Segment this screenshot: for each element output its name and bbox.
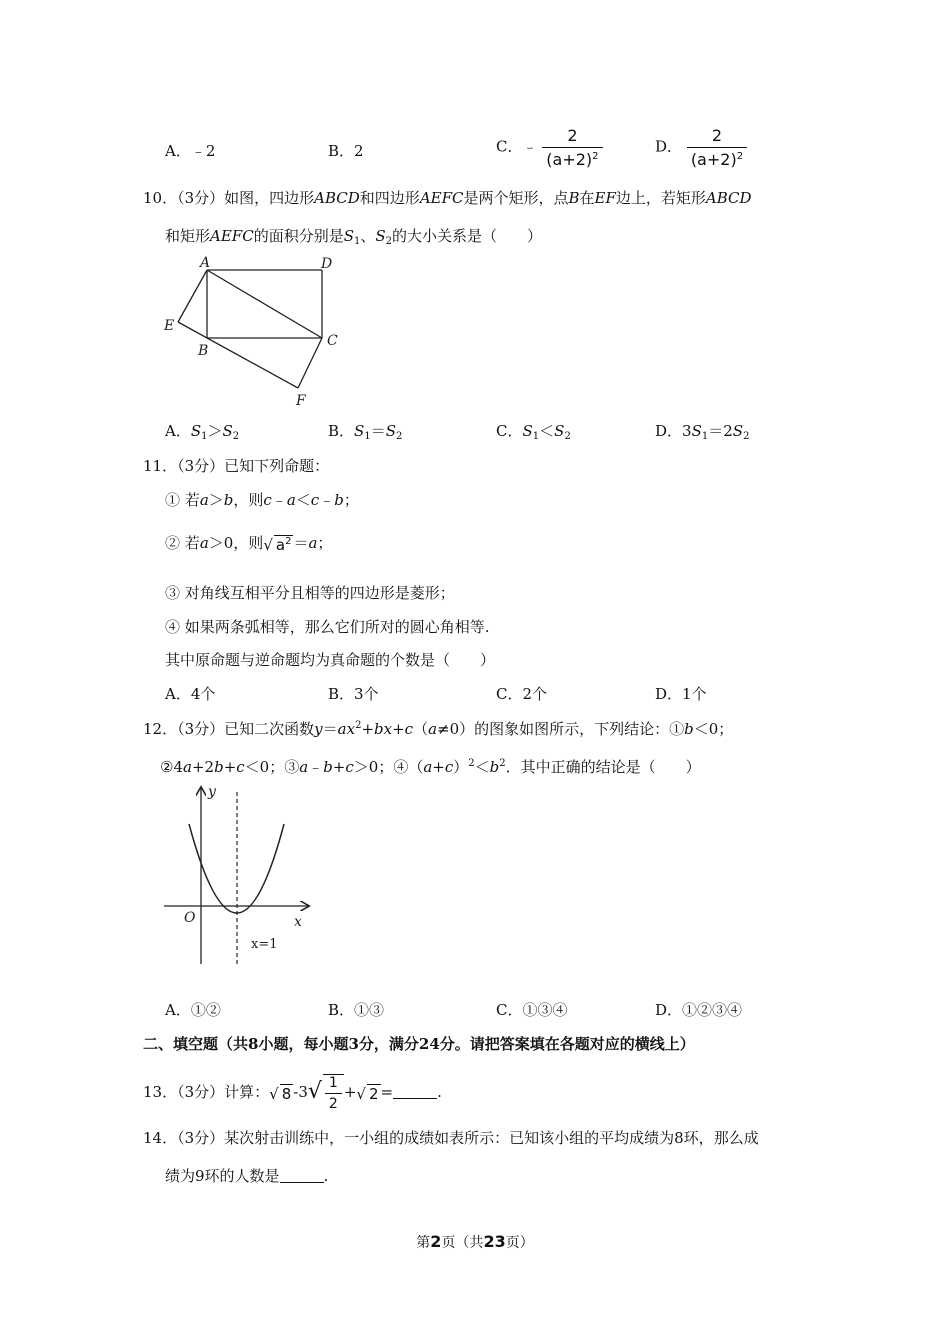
origin-label: O: [184, 910, 196, 926]
q14-stem-line1: 14．（3分）某次射击训练中，一小组的成绩如表所示：已知该小组的平均成绩为8环，那么成: [143, 1129, 759, 1147]
page-number: 2: [430, 1232, 442, 1251]
q9-option-c: C．﹣ $\frac{2}{(a+2)^2}$: [496, 126, 603, 169]
label-c: C: [327, 333, 338, 349]
section-2-title: 二、填空题（共8小题，每小题3分，满分24分。请把答案填在各题对应的横线上）: [143, 1035, 695, 1053]
q12-option-b: B．①③: [328, 1001, 385, 1019]
label-f: F: [296, 393, 306, 409]
edge-fc: [298, 338, 322, 388]
q13-answer-blank: [393, 1084, 437, 1099]
q13-sqrt-8: √ 8: [269, 1084, 292, 1103]
q9-option-d: D． $\frac{2}{(a+2)^2}$: [655, 126, 747, 169]
q11-option-d: D．1个: [655, 685, 707, 703]
q11-option-c: C．2个: [496, 685, 548, 703]
y-axis-label: y: [208, 784, 216, 800]
page-footer: 第2页（共23页）: [416, 1232, 534, 1251]
q14-answer-blank: [280, 1168, 324, 1183]
q13-sqrt-2: √ 2: [356, 1084, 379, 1103]
q11-proposition-4: ④ 如果两条弧相等，那么它们所对的圆心角相等.: [165, 618, 490, 636]
q10-option-b: B．$S_1=S_2$: [328, 422, 403, 442]
page-total: 23: [483, 1232, 506, 1251]
q14-stem-line2: 绩为9环的人数是 .: [165, 1167, 329, 1185]
label-e: E: [164, 318, 175, 334]
edge-ef: [178, 322, 298, 388]
q11-proposition-1: ① 若a＞b，则c﹣a＜c﹣b；: [165, 491, 359, 509]
q11-question: 其中原命题与逆命题均为真命题的个数是（ ）: [165, 651, 496, 669]
q12-option-c: C．①③④: [496, 1001, 568, 1019]
q10-stem-line2: 和矩形AEFC的面积分别是$S_1$、$S_2$的大小关系是（ ）: [165, 227, 543, 247]
q11-stem: 11．（3分）已知下列命题：: [143, 457, 330, 475]
q11-proposition-2: ② 若a＞0，则√ $a^2 =a$；: [165, 534, 333, 554]
edge-ae: [178, 270, 207, 322]
q11-option-a: A．4个: [165, 685, 216, 703]
q10-option-a: A．$S_1>S_2$: [165, 422, 240, 442]
q12-figure: [160, 780, 320, 970]
q11-sqrt: √ $a^2$: [263, 535, 292, 554]
q11-option-b: B．3个: [328, 685, 379, 703]
q11-proposition-3: ③ 对角线互相平分且相等的四边形是菱形；: [165, 584, 455, 602]
q9-option-c-fraction: $\frac{2}{(a+2)^2}$: [542, 126, 602, 169]
q10-stem-line1: 10．（3分）如图，四边形ABCD和四边形AEFC是两个矩形，点B在EF边上，若矩形ABCD: [143, 189, 752, 207]
q13-sqrt-half: √ $\frac{1}{2}$: [308, 1074, 344, 1112]
q10-option-d: D．$3S_1=2S_2$: [655, 422, 750, 442]
q12-stem-line1: 12．（3分）已知二次函数$y=ax^2+bx+c(a\ne 0)$的图象如图所示，下列结论：①b＜0；: [143, 720, 734, 738]
x-axis-label: x: [294, 914, 302, 930]
q10-figure: [160, 252, 350, 410]
q12-option-a: A．①②: [165, 1001, 221, 1019]
symmetry-label: x=1: [251, 937, 278, 952]
q13-stem: 13．（3分）计算：√ 8 -3√ $\frac{1}{2}$ +√ 2 = .: [143, 1075, 442, 1112]
q12-option-d: D．①②③④: [655, 1001, 743, 1019]
q10-option-c: C．$S_1<S_2$: [496, 422, 571, 442]
label-d: D: [321, 256, 333, 272]
q9-option-b: B．2: [328, 142, 364, 160]
label-a: A: [200, 255, 211, 271]
diagonal-ac: [207, 270, 322, 338]
q12-stem-line2: ②4a+2b+c＜0；③a﹣b+c＞0；$④(a+c)^2<b^2$．其中正确的结论是（ ）: [160, 758, 701, 776]
label-b: B: [198, 343, 209, 359]
q9-option-a: A．﹣2: [165, 142, 216, 160]
q9-option-d-fraction: $\frac{2}{(a+2)^2}$: [687, 126, 747, 169]
